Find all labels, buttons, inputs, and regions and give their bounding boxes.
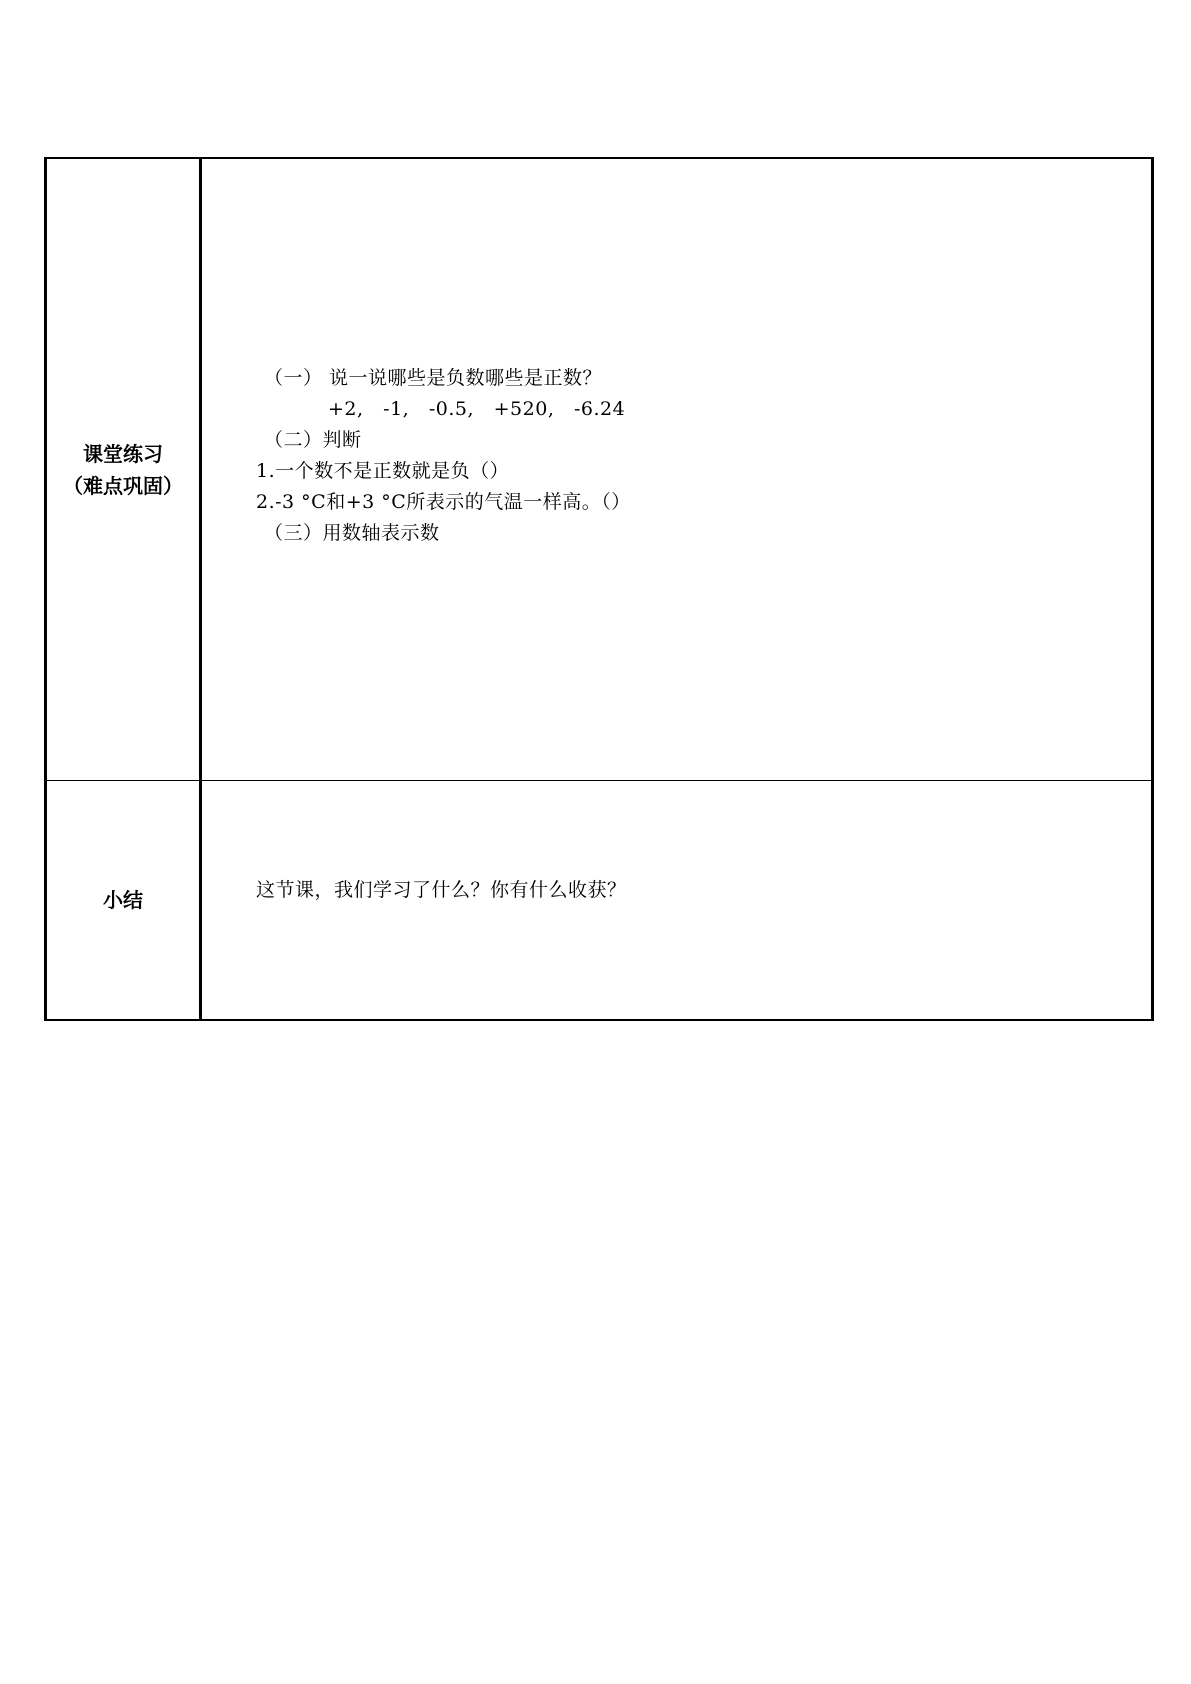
question-2-item-1: 1.一个数不是正数就是负（） — [256, 460, 510, 482]
lesson-table — [44, 157, 1154, 1021]
summary-label-cell — [46, 781, 201, 1021]
practice-sublabel: （难点巩固） — [63, 473, 183, 498]
question-2-item-2: 2.-3 °C和+3 °C所表示的气温一样高。（） — [256, 491, 631, 513]
practice-label: 课堂练习 — [83, 441, 163, 466]
question-1-numbers: +2, -1, -0.5, +520, -6.24 — [328, 398, 626, 420]
practice-content-cell — [201, 158, 1153, 781]
summary-label: 小结 — [103, 888, 143, 912]
summary-content-cell — [201, 781, 1153, 1021]
practice-exercises — [256, 363, 631, 549]
summary-text: 这节课，我们学习了什么？你有什么收获？ — [256, 879, 627, 901]
practice-label-cell — [46, 158, 201, 781]
practice-row — [46, 158, 1153, 781]
question-3-title: （三）用数轴表示数 — [264, 522, 440, 544]
question-1-title: （一） 说一说哪些是负数哪些是正数？ — [264, 367, 603, 389]
question-2-title: （二）判断 — [264, 429, 362, 451]
summary-row — [46, 781, 1153, 1021]
